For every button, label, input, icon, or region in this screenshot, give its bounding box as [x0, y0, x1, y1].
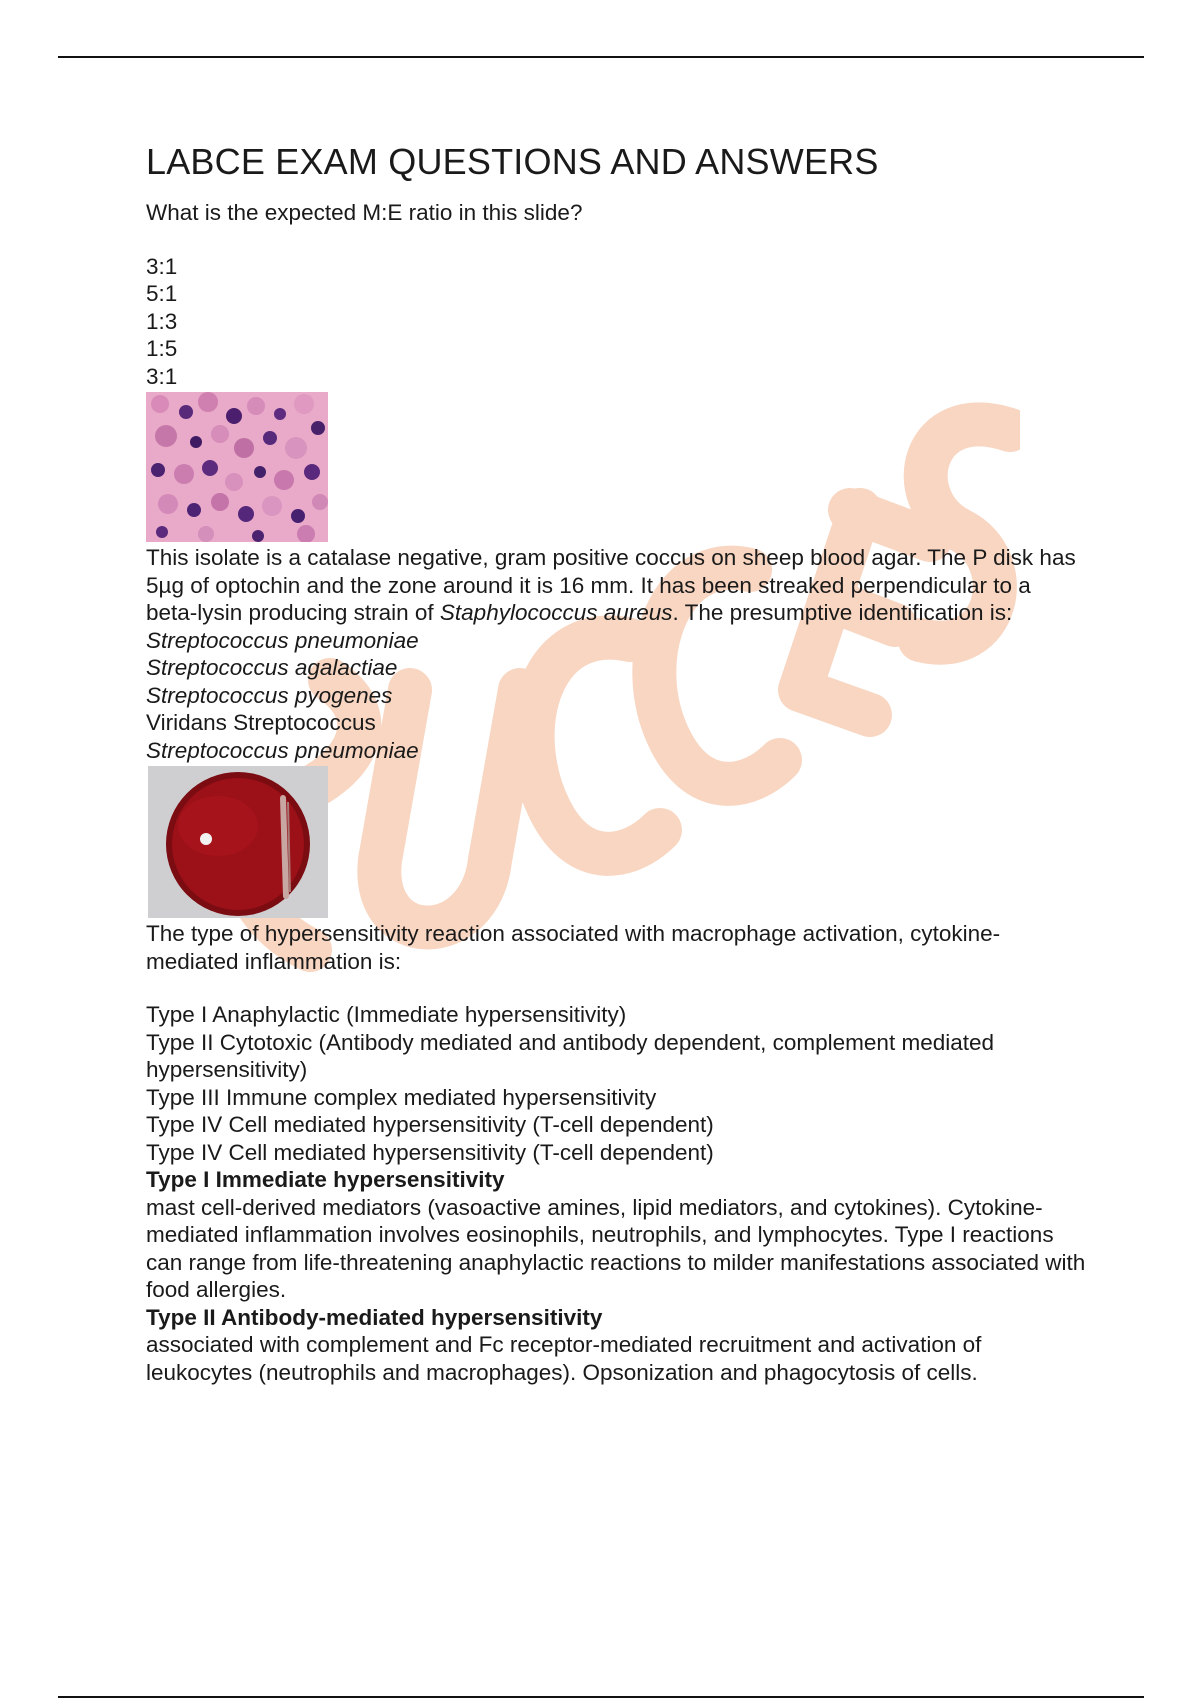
- explanation-1-heading: Type I Immediate hypersensitivity: [146, 1167, 505, 1192]
- q3-option-3: Type III Immune complex mediated hypersensitivity: [146, 1084, 657, 1110]
- q2-option-4: Viridans Streptococcus: [146, 710, 376, 735]
- q1-option-2: 5:1: [146, 281, 178, 306]
- q3-option-4: Type IV Cell mediated hypersensitivity (T-cell dependent): [146, 1112, 714, 1137]
- top-rule: [58, 56, 1144, 58]
- q2-option-1: Streptococcus pneumoniae: [146, 627, 419, 653]
- question-2-organism: Staphylococcus aureus: [439, 600, 673, 625]
- blood-agar-plate-image: [148, 766, 328, 918]
- q3-option-1: Type I Anaphylactic (Immediate hypersensitivity): [146, 1002, 627, 1027]
- explanation-2-text: associated with complement and Fc receptor-mediated recruitment and activation of leukocytes (neutrophils and macrophages). Opsonization and phagocytosis of cells.: [146, 1332, 982, 1385]
- explanation-1-text: mast cell-derived mediators (vasoactive amines, lipid mediators, and cytokines). Cytokine-mediated inflammation involves eosinophils, neutrophils, and lymphocytes. Type I reactions can range from life-threatening anaphylactic reactions to milder manifestations associated with food allergies.: [146, 1194, 1086, 1302]
- q2-option-3: Streptococcus pyogenes: [146, 682, 393, 708]
- explanation-2-heading: Type II Antibody-mediated hypersensitivity: [146, 1304, 603, 1330]
- optochin-disk: [200, 833, 212, 845]
- question-2-text: [146, 544, 1086, 627]
- q2-answer: Streptococcus pneumoniae: [146, 737, 419, 763]
- question-2-stem: This isolate is a catalase negative, gram positive coccus on sheep blood agar. The P disk has 5µg of optochin and the zone around it is 16 mm. It has been streaked perpendicular to a beta-lysin producing strain of: [146, 545, 1076, 625]
- question-2-stem-end: . The presumptive identification is:: [672, 600, 1013, 625]
- question-1-text: What is the expected M:E ratio in this slide?: [146, 200, 583, 225]
- q1-option-3: 1:3: [146, 308, 178, 334]
- q3-option-2: Type II Cytotoxic (Antibody mediated and antibody dependent, complement mediated hypersensitivity): [146, 1029, 995, 1082]
- bottom-rule: [58, 1696, 1144, 1698]
- q1-option-4: 1:5: [146, 336, 178, 361]
- q1-answer: 3:1: [146, 363, 178, 389]
- question-3-text: The type of hypersensitivity reaction associated with macrophage activation, cytokine-mediated inflammation is:: [146, 921, 1001, 974]
- q3-answer: Type IV Cell mediated hypersensitivity (T-cell dependent): [146, 1139, 714, 1165]
- page-title: LABCE EXAM QUESTIONS AND ANSWERS: [146, 141, 879, 182]
- page-content: [146, 140, 1086, 1386]
- q2-option-2: Streptococcus agalactiae: [146, 655, 398, 680]
- q1-option-1: 3:1: [146, 253, 178, 279]
- bone-marrow-smear-image: [146, 392, 328, 542]
